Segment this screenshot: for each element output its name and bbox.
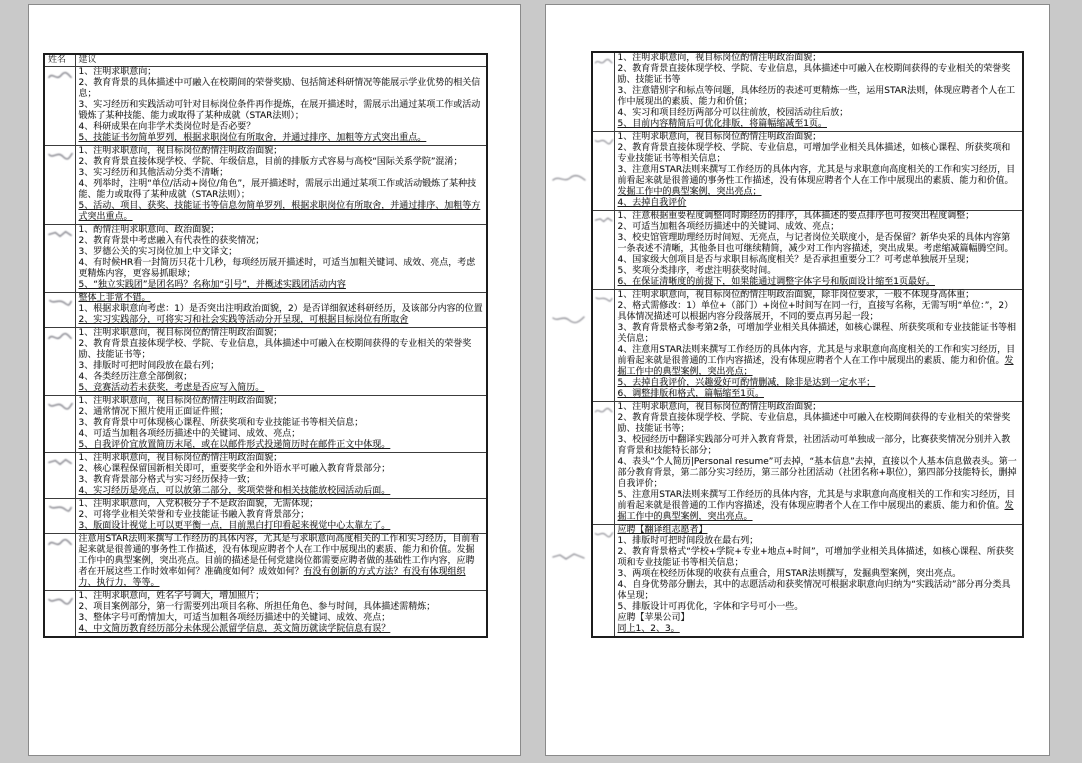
- name-cell: [44, 146, 75, 225]
- suggestion-text: 1、注明求职意向，视目标岗位酌情注明政治面貌；: [617, 402, 822, 412]
- redacted-name-scribble: [46, 148, 75, 161]
- suggestion-text: 5、竞赛活动若未获奖，考虑是否应写入简历。: [78, 383, 265, 393]
- suggestion-text: 发掘工作中的典型案例，突出亮点；: [617, 356, 1014, 377]
- suggestion-item: [618, 64, 1020, 86]
- table-header-row: [44, 54, 487, 67]
- table-row: [44, 225, 487, 293]
- suggestion-cell: [75, 225, 487, 293]
- redacted-name-scribble: [46, 501, 75, 514]
- suggestion-cell: [75, 293, 487, 328]
- redacted-name-scribble: [46, 593, 75, 606]
- suggestion-cell: [614, 211, 1023, 290]
- suggestion-cell: [75, 453, 487, 499]
- scanned-page-2: [545, 4, 1050, 756]
- suggestion-item: [79, 179, 484, 201]
- suggestion-item: [79, 624, 484, 635]
- table-row: [44, 328, 487, 396]
- suggestion-text: 1、注明求职意向，视目标岗位酌情注明政治面貌；: [78, 453, 283, 463]
- suggestion-item: [618, 345, 1020, 378]
- suggestion-text: 应聘【翻译组志愿者】: [617, 525, 708, 535]
- suggestion-item: [79, 247, 484, 258]
- suggestion-item: [79, 339, 484, 361]
- suggestion-text: 2、教育背景的具体描述中可融入在校期间的荣誉奖励、包括简述科研情况等能展示学业优势的相关信息；: [78, 78, 481, 99]
- suggestion-item: [618, 536, 1020, 547]
- suggestion-item: [79, 225, 484, 236]
- suggestion-text: 6、调整排版和格式，篇幅缩至1页。: [617, 389, 764, 399]
- suggestion-item: [618, 290, 1020, 301]
- suggestion-text: 4、中文简历教育经历部分未体现公派留学信息，英文简历就读学院信息有误？: [78, 624, 391, 634]
- suggestion-text: 5、技能证书勿简单罗列，根据求职岗位有所取舍，并通过排序、加粗等方式突出重点。: [78, 133, 427, 143]
- suggestion-text: 4、实习经历是亮点，可以放第二部分，奖项荣誉和相关技能放校园活动后面。: [78, 486, 391, 496]
- suggestion-text: 4、注意用STAR法则来撰写工作经历的具体内容，尤其是与求职意向高度相关的工作和实习经历，目前看起来就是很普通的工作内容描述，没有体现应聘者个人在工作中展现出的素质、能力和价值。: [617, 345, 1016, 366]
- suggestion-text: 3、两项在校经历体现的收获有点重合，用STAR法则撰写，发掘典型案例，突出亮点。: [617, 569, 962, 579]
- table-row: [592, 525, 1023, 638]
- name-cell: [44, 293, 75, 328]
- suggestion-text: 3、整体字号可酌情加大，可适当加粗各项经历描述中的关键词、成效、亮点；: [78, 613, 391, 623]
- suggestion-cell: [614, 402, 1023, 525]
- suggestion-text: 2、教育背景直接体现学校、学院、专业信息，具体描述中可融入在校期间获得的专业相关的荣誉奖励、技能证书等；: [617, 413, 1011, 434]
- table-row: [44, 534, 487, 591]
- suggestion-item: [618, 389, 1020, 400]
- suggestion-cell: [75, 499, 487, 534]
- suggestion-item: [79, 453, 484, 464]
- suggestion-text: 5、“独立实践团”是团名吗？名称加“引号”，并概述实践团活动内容: [78, 280, 346, 290]
- table-row: [592, 211, 1023, 290]
- suggestion-text: 3、实习经历和实践活动可针对目标岗位条件再作提炼，在展开描述时，需展示出通过某项工作或活动锻炼了某种技能、能力或取得了某种成就（STAR法则）；: [78, 100, 481, 121]
- suggestion-item: [79, 315, 484, 326]
- redacted-name-scribble: [594, 292, 614, 305]
- suggestion-item: [618, 132, 1020, 143]
- suggestion-item: [618, 580, 1020, 602]
- suggestion-item: [618, 233, 1020, 255]
- suggestion-cell: [75, 146, 487, 225]
- suggestion-item: [618, 435, 1020, 457]
- suggestion-item: [79, 429, 484, 440]
- name-cell: [44, 396, 75, 453]
- suggestion-text: 应聘【苹果公司】: [617, 613, 690, 623]
- name-cell: [44, 328, 75, 396]
- suggestion-text: 1、排版时可把时间段放在最右列；: [617, 536, 759, 546]
- suggestion-item: [618, 413, 1020, 435]
- suggestion-item: [79, 440, 484, 451]
- suggestion-text: 2、教育背景直接体现学校、学院、专业信息，具体描述中可融入在校期间获得的专业相关的荣誉奖励、技能证书等；: [78, 339, 472, 360]
- suggestion-item: [79, 372, 484, 383]
- table-row: [44, 67, 487, 146]
- suggestion-item: [79, 361, 484, 372]
- suggestion-item: [618, 457, 1020, 490]
- suggestion-item: [79, 122, 484, 133]
- name-cell: [592, 402, 614, 525]
- suggestion-text: 1、注明求职意向；: [78, 67, 157, 77]
- suggestion-text: 1、酌情注明求职意向、政治面貌；: [78, 225, 220, 235]
- suggestion-text: 1、注明求职意向，视目标岗位酌情注明政治面貌；: [78, 146, 283, 156]
- suggestion-item: [79, 534, 484, 589]
- suggestion-item: [79, 133, 484, 144]
- suggestion-item: [79, 328, 484, 339]
- suggestion-item: [79, 293, 484, 304]
- suggestion-text: 1、注明求职意向，视目标岗位酌情注明政治面貌；: [617, 132, 822, 142]
- suggestion-item: [79, 383, 484, 394]
- name-cell: [44, 453, 75, 499]
- suggestion-column-header: 建议: [75, 54, 487, 67]
- suggestion-text: 有没有创新的方式方法？有没有体现组织力、执行力，等等。: [78, 567, 466, 588]
- name-cell: [44, 225, 75, 293]
- suggestion-item: [618, 222, 1020, 233]
- suggestion-item: [618, 165, 1020, 198]
- suggestion-item: [618, 211, 1020, 222]
- suggestion-item: [618, 198, 1020, 209]
- suggestion-item: [618, 602, 1020, 613]
- redacted-name-scribble: [46, 330, 75, 343]
- suggestion-item: [79, 78, 484, 100]
- suggestion-cell: [75, 328, 487, 396]
- suggestion-text: 3、注意用STAR法则来撰写工作经历的具体内容，尤其是与求职意向高度相关的工作和实习经历，目前看起来就是很普通的事务性工作描述，没有体现应聘者个人在工作中展现出的素质、能力和价值。: [617, 165, 1016, 186]
- table-row: [592, 52, 1023, 132]
- suggestion-text: 1、注明求职意向，姓名字号调大，增加照片；: [78, 591, 265, 601]
- suggestion-text: 4、列举时，注明“单位/活动+岗位/角色”，展开描述时，需展示出通过某项工作或活动锻炼了某种技能、能力或取得了某种成就（STAR法则）；: [78, 179, 477, 200]
- suggestion-item: [79, 475, 484, 486]
- suggestion-item: [618, 547, 1020, 569]
- suggestion-item: [618, 53, 1020, 64]
- suggestion-text: 2、教育背景直接体现学校、学院、年级信息，目前的排版方式容易与高校“国际关系学院”混淆；: [78, 157, 463, 167]
- suggestion-text: 发掘工作中的典型案例，突出亮点；: [617, 187, 762, 197]
- feedback-table-container-2: [591, 51, 1024, 638]
- table-row: [592, 132, 1023, 211]
- suggestion-text: 1、注明求职意向，视目标岗位酌情注明政治面貌，除非岗位要求，一般不体现身高体重；: [617, 290, 975, 300]
- name-cell: [592, 211, 614, 290]
- suggestion-text: 1、注明求职意向，视目标岗位酌情注明政治面貌；: [78, 396, 283, 406]
- name-column-header: 姓名: [44, 54, 75, 67]
- margin-scribble: [550, 549, 588, 563]
- suggestion-item: [79, 407, 484, 418]
- table-row: [44, 146, 487, 225]
- suggestion-item: [618, 613, 1020, 624]
- suggestion-text: 2、项目案例部分，第一行需要列出项目名称、所担任角色、参与时间，具体描述需精炼；: [78, 602, 436, 612]
- suggestion-item: [79, 521, 484, 532]
- suggestion-text: 1、注明求职意向，入党积极分子不是政治面貌，无需体现；: [78, 499, 319, 509]
- redacted-name-scribble: [594, 404, 614, 417]
- suggestion-item: [618, 301, 1020, 323]
- suggestion-text: 5、排版设计可再优化，字体和字号可小一些。: [617, 602, 804, 612]
- suggestion-cell: [614, 525, 1023, 638]
- suggestion-text: 3、校史馆管理助理经历时间短、无亮点，与记者岗位关联度小，是否保留？新华央采的具体内容第一条表述不清晰，其他条目也可继续精简，减少对工作内容描述，突出成果。考虑缩减篇幅腾空间。: [617, 233, 1014, 254]
- suggestion-item: [618, 569, 1020, 580]
- suggestion-text: 2、教育背景中考虑融入有代表性的获奖情况；: [78, 236, 265, 246]
- suggestion-item: [618, 490, 1020, 523]
- redacted-name-scribble: [46, 227, 75, 240]
- suggestion-item: [79, 236, 484, 247]
- suggestion-item: [79, 486, 484, 497]
- suggestion-item: [79, 157, 484, 168]
- redacted-name-scribble: [594, 55, 614, 68]
- suggestion-text: 3、版面设计视觉上可以更平衡一点，目前黑白打印看起来视觉中心太靠左了。: [78, 521, 391, 531]
- table-row: [44, 591, 487, 638]
- suggestion-text: 6、在保证清晰度的前提下，如果能通过调整字体字号和版面设计缩至1页最好。: [617, 277, 935, 287]
- suggestion-item: [79, 146, 484, 157]
- margin-scribble: [550, 171, 588, 185]
- redacted-name-scribble: [594, 527, 614, 540]
- suggestion-text: 3、罗德公关的实习岗位加上中文译文；: [78, 247, 238, 257]
- suggestion-text: 1、注明求职意向，视目标岗位酌情注明政治面貌；: [78, 328, 283, 338]
- suggestion-cell: [614, 290, 1023, 402]
- table-row: [592, 290, 1023, 402]
- suggestion-text: 2、实习实践部分，可将实习和社会实践等活动分开呈现，可根据目标岗位有所取舍: [78, 315, 409, 325]
- suggestion-item: [79, 591, 484, 602]
- suggestion-text: 1、注意根据重要程度调整同时期经历的排序，具体描述的要点排序也可按突出程度调整；: [617, 211, 975, 221]
- table-row: [44, 396, 487, 453]
- suggestion-text: 4、实习和项目经历两部分可以往前放，校园活动往后放；: [617, 108, 849, 118]
- suggestion-cell: [75, 67, 487, 146]
- suggestion-text: 3、注意错别字和标点等问题，具体经历的表述可更精炼一些，运用STAR法则，体现应聘者个人在工作中展现出的素质、能力和价值；: [617, 86, 1016, 107]
- scanned-page-1: [28, 4, 521, 756]
- suggestion-item: [618, 378, 1020, 389]
- table-row: [44, 499, 487, 534]
- redacted-name-scribble: [46, 69, 75, 82]
- suggestion-text: 3、教育背景部分格式与实习经历保持一致；: [78, 475, 256, 485]
- suggestion-text: 2、核心课程保留国新相关即可，重要奖学金和外语水平可融入教育背景部分；: [78, 464, 391, 474]
- suggestion-item: [79, 201, 484, 223]
- suggestion-text: 4、表头“个人简历|Personal resume”可去掉，“基本信息”去掉，直接以个人基本信息做表头。第一部分教育背景，第二部分实习经历，第三部分社团活动（社团名称+职位），第四部分技能特长，删掉自我评价；: [617, 457, 1017, 489]
- suggestion-item: [79, 613, 484, 624]
- suggestion-text: 2、格式需修改：1）单位+（部门）+岗位+时间写在同一行，直接写名称，无需写明“单位：”，2）具体情况描述可以根据内容分段落展开，不同的要点再另起一段；: [617, 301, 1014, 322]
- redacted-name-scribble: [594, 134, 614, 147]
- suggestion-text: 5、注意用STAR法则来撰写工作经历的具体内容，尤其是与求职意向高度相关的工作和实习经历，目前看起来就是很普通的工作内容描述，没有体现应聘者个人在工作中展现出的素质、能力和价值。: [617, 490, 1016, 511]
- suggestion-text: 2、教育背景格式“学校+学院+专业+地点+时间”，可增加学业相关具体描述，如核心课程、所获奖项和专业技能证书等相关信息；: [617, 547, 1014, 568]
- suggestion-text: 4、自身优势部分删去，其中的志愿活动和获奖情况可根据求职意向归纳为“实践活动”部分再分类具体呈现；: [617, 580, 1011, 601]
- suggestion-item: [618, 108, 1020, 119]
- suggestion-item: [79, 100, 484, 122]
- suggestion-text: 2、教育背景直接体现学校、学院、专业信息，具体描述中可融入在校期间获得的专业相关的荣誉奖励、技能证书等: [617, 64, 1011, 85]
- suggestion-item: [79, 396, 484, 407]
- name-cell: [44, 591, 75, 638]
- suggestion-item: [79, 258, 484, 280]
- name-cell: [44, 67, 75, 146]
- name-cell: [44, 534, 75, 591]
- name-cell: [592, 525, 614, 638]
- suggestion-item: [618, 266, 1020, 277]
- suggestion-text: 2、教育背景直接体现学校、学院、专业信息，可增加学业相关具体描述，如核心课程、所获奖项和专业技能证书等相关信息；: [617, 143, 1011, 164]
- suggestion-item: [618, 624, 1020, 635]
- name-cell: [592, 52, 614, 132]
- suggestion-item: [618, 277, 1020, 288]
- suggestion-text: 5、奖项分类排序，考虑注明获奖时间。: [617, 266, 777, 276]
- suggestion-text: 2、通常情况下照片使用正面证件照；: [78, 407, 229, 417]
- suggestion-text: 注意用STAR法则来撰写工作经历的具体内容，尤其是与求职意向高度相关的工作和实习经历，目前看起来就是很普通的事务性工作描述，没有体现应聘者个人在工作中展现出的素质、能力和价值。发掘工作中的典型案例，突出亮点。目前的描述是任何党建岗位都需要应聘者做的基础性工作内容，应聘者在开展这些工作时效率如何？准确度如何？成效如何？: [78, 534, 480, 577]
- suggestion-item: [618, 143, 1020, 165]
- suggestion-text: 4、科研成果在向非学术类岗位时是否必要？: [78, 122, 256, 132]
- suggestion-text: 5、自我评价宜放置简历末尾，或在以邮件形式投递简历时在邮件正文中体现。: [78, 440, 391, 450]
- redacted-name-scribble: [46, 536, 75, 549]
- suggestion-text: 整体上非常不错。: [78, 293, 151, 303]
- suggestion-cell: [614, 52, 1023, 132]
- suggestion-text: 4、各类经历注意全部倒叙；: [78, 372, 193, 382]
- suggestion-item: [79, 168, 484, 179]
- suggestion-text: 5、去掉自我评价，兴趣爱好可酌情删减，除非是达到一定水平；: [617, 378, 876, 388]
- suggestion-item: [79, 464, 484, 475]
- suggestion-text: 5、活动、项目、获奖、技能证书等信息勿简单罗列，根据求职岗位有所取舍，并通过排序、加粗等方式突出重点。: [78, 201, 481, 222]
- redacted-name-scribble: [46, 398, 75, 411]
- suggestion-text: 3、校园经历中翻译实践部分可并入教育背景，社团活动可单独成一部分，比赛获奖情况分别并入教育背景和技能特长部分；: [617, 435, 1011, 456]
- redacted-name-scribble: [594, 213, 614, 226]
- suggestion-item: [618, 525, 1020, 536]
- redacted-name-scribble: [46, 455, 75, 468]
- suggestion-text: 2、可将学业相关荣誉和专业技能证书融入教育背景部分；: [78, 510, 310, 520]
- margin-scribble: [550, 311, 588, 325]
- suggestion-item: [79, 67, 484, 78]
- feedback-table-container-1: [43, 53, 488, 638]
- suggestion-item: [79, 499, 484, 510]
- suggestion-cell: [75, 534, 487, 591]
- suggestion-item: [618, 323, 1020, 345]
- suggestion-item: [618, 255, 1020, 266]
- table-row: [44, 293, 487, 328]
- suggestion-text: 4、可适当加粗各项经历描述中的关键词、成效、亮点；: [78, 429, 301, 439]
- suggestion-cell: [75, 396, 487, 453]
- redacted-name-scribble: [46, 295, 75, 308]
- suggestion-text: 1、根据求职意向考虑：1）是否突出注明政治面貌，2）是否详细叙述科研经历，及该部分内容的位置: [78, 304, 483, 314]
- suggestion-item: [618, 86, 1020, 108]
- suggestion-item: [79, 304, 484, 315]
- suggestion-text: 同上1、2、3。: [617, 624, 680, 634]
- suggestion-item: [79, 280, 484, 291]
- suggestion-item: [79, 510, 484, 521]
- suggestion-text: 3、教育背景中可体现核心课程、所获奖项和专业技能证书等相关信息；: [78, 418, 364, 428]
- suggestion-item: [79, 602, 484, 613]
- name-cell: [592, 132, 614, 211]
- suggestion-item: [618, 402, 1020, 413]
- suggestion-text: 5、目前内容精简后可优化排版，将篇幅缩减至1页。: [617, 119, 827, 129]
- suggestion-text: 3、教育背景格式参考第2条，可增加学业相关具体描述，如核心课程、所获奖项和专业技能证书等相关信息；: [617, 323, 1016, 344]
- resume-feedback-table: [43, 53, 488, 638]
- suggestion-text: 3、实习经历和其他活动分类不清晰；: [78, 168, 229, 178]
- name-cell: [44, 499, 75, 534]
- suggestion-cell: [75, 591, 487, 638]
- resume-feedback-table: [591, 51, 1024, 638]
- suggestion-text: 3、排版时可把时间段放在最右列；: [78, 361, 220, 371]
- suggestion-item: [79, 418, 484, 429]
- suggestion-text: 4、去掉自我评价: [617, 198, 687, 208]
- suggestion-text: 4、有时候HR看一封简历只花十几秒，每项经历展开描述时，可适当加粗关键词、成效、亮点，考虑更精炼内容，更容易抓眼球；: [78, 258, 476, 279]
- suggestion-text: 发掘工作中的典型案例，突出亮点。: [617, 501, 1014, 522]
- table-row: [592, 402, 1023, 525]
- suggestion-text: 1、注明求职意向，视目标岗位酌情注明政治面貌；: [617, 53, 822, 63]
- table-row: [44, 453, 487, 499]
- suggestion-item: [618, 119, 1020, 130]
- name-cell: [592, 290, 614, 402]
- suggestion-text: 2、可适当加粗各项经历描述中的关键词、成效、亮点；: [617, 222, 840, 232]
- suggestion-text: 4、国家级大创项目是否与求职目标高度相关？是否承担重要分工？可考虑单独展开呈现；: [617, 255, 975, 265]
- suggestion-cell: [614, 132, 1023, 211]
